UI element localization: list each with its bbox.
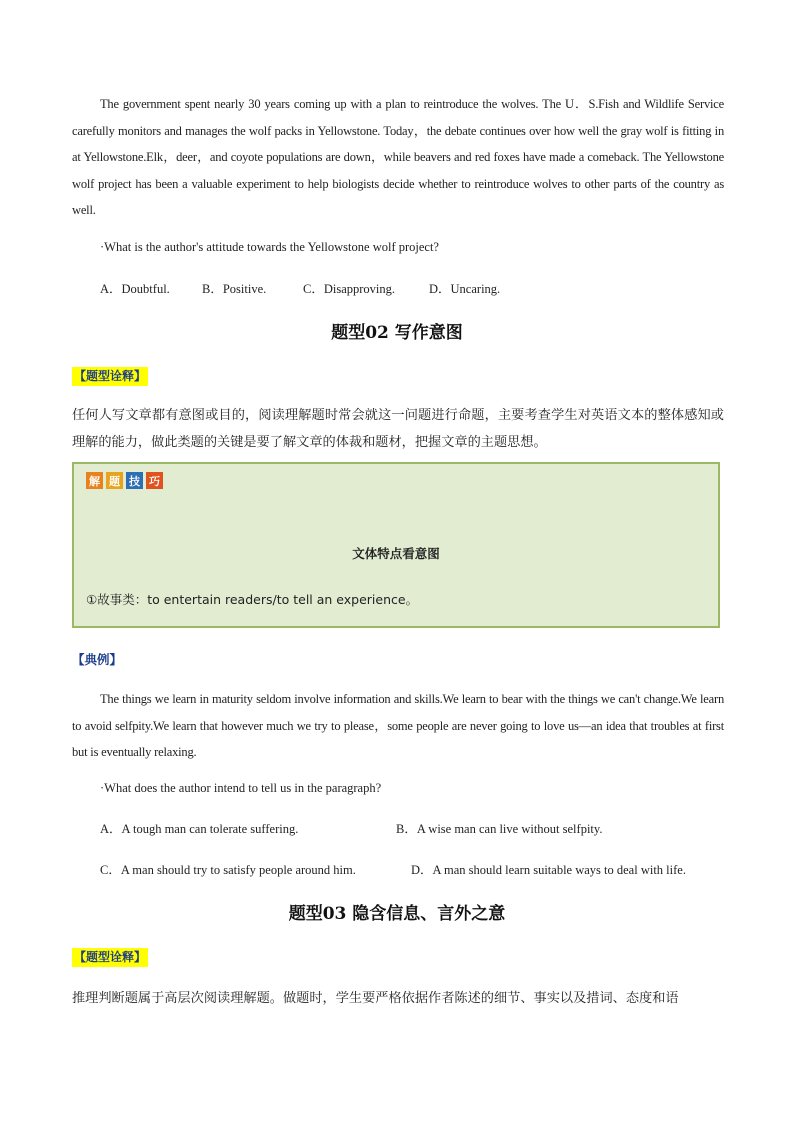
section-3-tag: 【题型诠释】: [72, 948, 148, 967]
option-1-a: A．Doubtful.: [100, 282, 170, 296]
option-2-d: D．A man should learn suitable ways to deal with life.: [411, 863, 686, 877]
tip-item: ①故事类：to entertain readers/to tell an experience。: [86, 592, 419, 607]
tip-badges: [86, 472, 163, 489]
option-2-b: B．A wise man can live without selfpity.: [396, 822, 603, 836]
option-1-d: D．Uncaring.: [429, 282, 501, 296]
question-2: ·What does the author intend to tell us in the paragraph?: [100, 781, 382, 795]
section-2-tag: 【题型诠释】: [72, 367, 148, 386]
section-heading-02: 题型02 写作意图: [331, 323, 463, 343]
tip-badge: 技: [126, 472, 143, 489]
section-3-explanation: 推理判断题属于高层次阅读理解题。做题时，学生要严格依据作者陈述的细节、事实以及措词、态度和语: [72, 991, 679, 1006]
option-2-c: C．A man should try to satisfy people around him.: [100, 863, 356, 877]
option-2-a: A．A tough man can tolerate suffering.: [100, 822, 299, 836]
example-tag: 【典例】: [72, 652, 123, 667]
tip-badge: 题: [106, 472, 123, 489]
question-1: ·What is the author's attitude towards the Yellowstone wolf project?: [100, 240, 439, 254]
passage-wolves: The government spent nearly 30 years coming up with a plan to reintroduce the wolves. The U．S.Fish and Wildlife Service carefully monitors and manages the wolf packs in Yellowstone. Today，the debate continues over how well the gray wolf is fitting in at Yellowstone.Elk，deer，and coyote populations are down，while beavers and red foxes have made a comeback. The Yellowstone wolf project has been a valuable experiment to help biologists decide whether to reintroduce wolves to other parts of the country as well.: [72, 97, 724, 217]
tip-title: 文体特点看意图: [352, 546, 440, 561]
tip-badge: 巧: [146, 472, 163, 489]
tip-badge: 解: [86, 472, 103, 489]
section-2-explanation: 任何人写文章都有意图或目的，阅读理解题时常会就这一问题进行命题，主要考查学生对英语文本的整体感知或理解的能力，做此类题的关键是要了解文章的体裁和题材，把握文章的主题思想。: [72, 408, 724, 450]
tip-box: [72, 462, 720, 628]
section-heading-03: 题型03 隐含信息、言外之意: [288, 904, 506, 924]
passage-maturity: The things we learn in maturity seldom involve information and skills.We learn to bear with the things we can't change.We learn to avoid selfpity.We learn that however much we try to please，some people are never going to love us—an idea that troubles at first but is eventually relaxing.: [72, 692, 724, 759]
option-1-c: C．Disapproving.: [303, 282, 396, 296]
option-1-b: B．Positive.: [202, 282, 267, 296]
